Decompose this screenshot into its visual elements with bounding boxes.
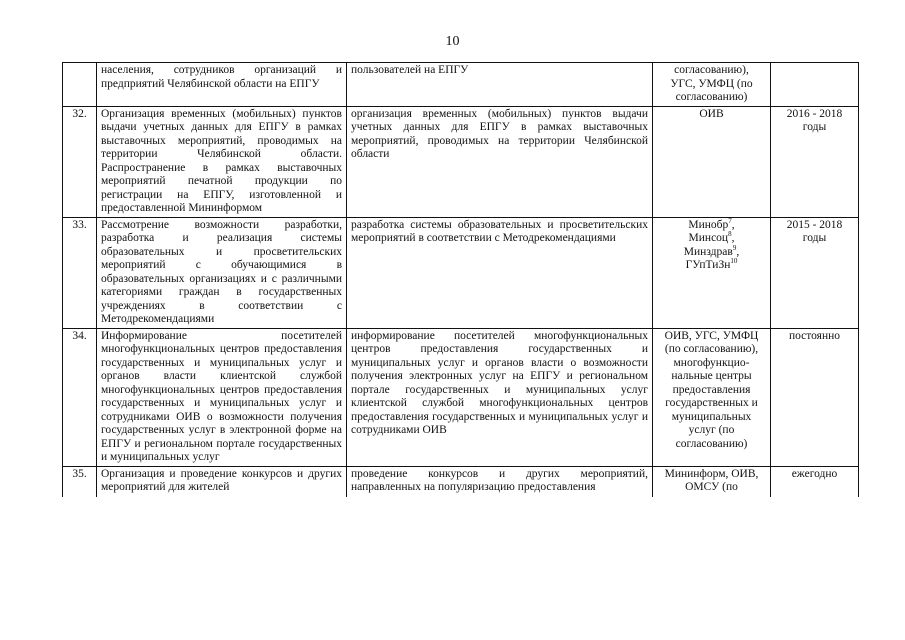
- footnote-marker: 9: [732, 243, 737, 252]
- action-cell: Информирование посетителей многофункциональных центров предоставления государственных и муниципальных услуг и органов власти клиентской службой многофункциональных центров предоставления государственных и муниципальных услуг и сотрудниками ОИВ о возможности получения государственных услуг в электронной форме на ЕПГУ и региональном портале государственных и муниципальных услуг: [97, 328, 347, 466]
- row-number: 34.: [63, 328, 97, 466]
- executor-cell: [653, 63, 771, 107]
- executor-line: ОИВ, УГС, УМФЦ: [664, 329, 759, 342]
- term-cell: постоянно: [771, 328, 859, 466]
- executor-name: Минздрав: [683, 245, 733, 258]
- executor-cell: [653, 466, 771, 497]
- executor-line: нальные центры: [671, 370, 752, 382]
- action-cell: Организация и проведение конкурсов и других мероприятий для жителей: [97, 466, 347, 497]
- row-number: 33.: [63, 217, 97, 328]
- executor-cell: [653, 328, 771, 466]
- executor-line: ОИВ: [699, 107, 724, 120]
- executor-separator: ,: [731, 232, 735, 244]
- executor-cell: [653, 106, 771, 217]
- result-cell: пользователей на ЕПГУ: [347, 63, 653, 107]
- term-cell: ежегодно: [771, 466, 859, 497]
- footnote-marker: 7: [728, 216, 732, 225]
- executor-line: (по согласованию),: [664, 343, 759, 355]
- footnote-marker: 8: [728, 230, 732, 239]
- result-cell: проведение конкурсов и других мероприятий, направленных на популяризацию предоставления: [347, 466, 653, 497]
- executor-line: [657, 216, 766, 233]
- table-row: [63, 328, 859, 466]
- measures-table: [62, 62, 859, 497]
- executor-separator: ,: [731, 218, 735, 231]
- executor-line: [657, 243, 766, 260]
- executor-line: ОМСУ (по: [685, 481, 738, 493]
- executor-name: ГУпТиЗн: [685, 259, 731, 271]
- table-row: [63, 466, 859, 497]
- page-number: 10: [445, 34, 460, 49]
- result-cell: организация временных (мобильных) пунктов выдачи учетных данных для ЕПГУ в рамках выставочных мероприятий, проводимых на территории Челябинской области: [347, 106, 653, 217]
- executor-line: предоставления: [672, 383, 751, 396]
- action-cell: Рассмотрение возможности разработки, разработка и реализация системы образовательных и просветительских мероприятий с обучающимися в образовательных организациях и с различными категориями граждан в государственных учреждениях в соответствии с Методрекомендациями: [97, 217, 347, 328]
- executor-line: услуг (по: [688, 424, 735, 436]
- executor-line: согласованию),: [674, 64, 749, 76]
- executor-name: Минсоц: [688, 232, 729, 244]
- executor-separator: ,: [736, 245, 740, 258]
- table-row: [63, 217, 859, 328]
- row-number: 32.: [63, 106, 97, 217]
- executor-name: Минобр: [688, 218, 729, 231]
- term-cell: 2016 - 2018 годы: [771, 106, 859, 217]
- executor-line: [657, 259, 766, 273]
- result-cell: разработка системы образовательных и просветительских мероприятий в соответствии с Методрекомендациями: [347, 217, 653, 328]
- term-cell: [771, 63, 859, 107]
- row-number: 35.: [63, 466, 97, 497]
- action-cell: Организация временных (мобильных) пунктов выдачи учетных данных для ЕПГУ в рамках выставочных мероприятий, проводимых на территории Челябинской области. Распространение в рамках выставочных мероприятий печатной продукции по регистрации на ЕПГУ, изготовленной и предоставленной Мининформом: [97, 106, 347, 217]
- term-cell: 2015 - 2018 годы: [771, 217, 859, 328]
- table-row: [63, 106, 859, 217]
- executor-line: УГС, УМФЦ (по: [670, 77, 753, 90]
- executor-line: согласованию): [675, 91, 748, 103]
- table-row: [63, 63, 859, 107]
- executor-line: государственных и: [665, 397, 758, 409]
- footnote-marker: 10: [730, 257, 738, 266]
- result-cell: информирование посетителей многофункциональных центров предоставления государственных и муниципальных услуг и органов власти о возможности получения электронных услуг на ЕПГУ и региональном портале государственных и муниципальных услуг клиентской службой многофункциональных центров предоставления государственных и муниципальных услуг и сотрудниками ОИВ: [347, 328, 653, 466]
- executor-line: [657, 232, 766, 246]
- executor-line: муниципальных: [671, 410, 752, 423]
- executor-cell: [653, 217, 771, 328]
- executor-line: многофункцио-: [673, 356, 750, 369]
- row-number: [63, 63, 97, 107]
- action-cell: населения, сотрудников организаций и предприятий Челябинской области на ЕПГУ: [97, 63, 347, 107]
- executor-line: согласованию): [675, 437, 748, 450]
- executor-line: Мининформ, ОИВ,: [664, 467, 759, 480]
